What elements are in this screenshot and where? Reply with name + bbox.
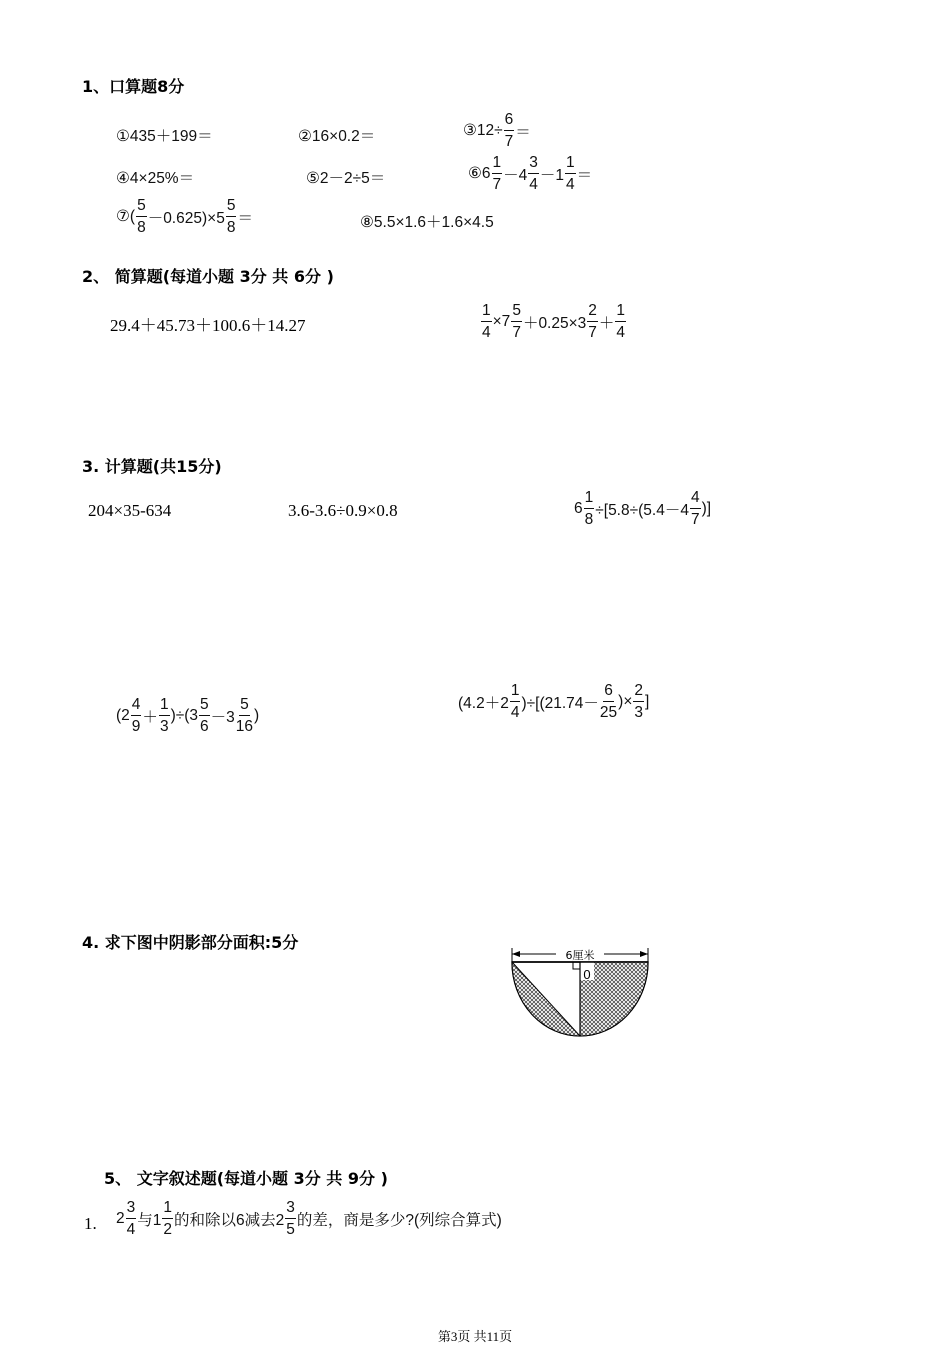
problem-3-1: 204×35-634 <box>88 501 172 520</box>
problem-1-5: ⑤2－2÷5＝ <box>306 170 386 187</box>
problem-3-3: 6 $\frac{1}{8}$ ÷[5.8÷(5.4－4 $\frac{4}{7}$ )] <box>574 489 712 528</box>
problem-2-1: 29.4＋45.73＋100.6＋14.27 <box>110 316 306 335</box>
problem-3-2: 3.6-3.6÷0.9×0.8 <box>288 501 398 520</box>
problem-1-7: ⑦( $\frac{5}{8}$ －0.625)×5 $\frac{5}{8}$ ＝ <box>116 197 253 236</box>
problem-1-4: ④4×25%＝ <box>116 170 195 187</box>
problem-1-1: ①435＋199＝ <box>116 128 213 145</box>
section-1-title: 1、口算题8分 <box>82 77 185 96</box>
problem-2-2: $\frac{1}{4}$ ×7 $\frac{5}{7}$ ＋0.25×3 $\frac{2}{7}$ ＋ $\frac{1}{4}$ <box>482 302 626 341</box>
problem-1-6: ⑥6 $\frac{1}{7}$ －4 $\frac{3}{4}$ －1 $\frac{1}{4}$ ＝ <box>468 154 593 193</box>
problem-1-3: ③12÷ $\frac{6}{7}$ ＝ <box>463 111 531 150</box>
semicircle-diagram <box>500 940 660 1045</box>
problem-3-4: (2 $\frac{4}{9}$ ＋ $\frac{1}{3}$ )÷(3 $\frac{5}{6}$ －3 $\frac{5}{16}$ ) <box>116 696 260 735</box>
problem-1-8: ⑧5.5×1.6＋1.6×4.5 <box>360 214 494 231</box>
page-footer: 第3页 共11页 <box>437 1329 513 1344</box>
problem-3-5: (4.2＋2 $\frac{1}{4}$ )÷[(21.74－ $\frac{6}{25}$ )× $\frac{2}{3}$ ] <box>458 682 650 721</box>
center-point-label: 0 <box>583 967 591 982</box>
section-4-title: 4. 求下图中阴影部分面积:5分 <box>82 933 299 952</box>
section-5-title: 5、 文字叙述题(每道小题 3分 共 9分 ) <box>104 1169 388 1188</box>
diagram-width-label: 6厘米 <box>565 949 595 962</box>
section-2-title: 2、 简算题(每道小题 3分 共 6分 ) <box>82 267 334 286</box>
section-3-title: 3. 计算题(共15分) <box>82 457 222 476</box>
question-5-1: 2 $\frac{3}{4}$ 与1 $\frac{1}{2}$ 的和除以6减去2 $\frac{3}{5}$ 的差，商是多少?(列综合算式) <box>116 1199 502 1238</box>
question-5-1-number: 1. <box>84 1214 97 1233</box>
problem-1-2: ②16×0.2＝ <box>298 128 376 145</box>
